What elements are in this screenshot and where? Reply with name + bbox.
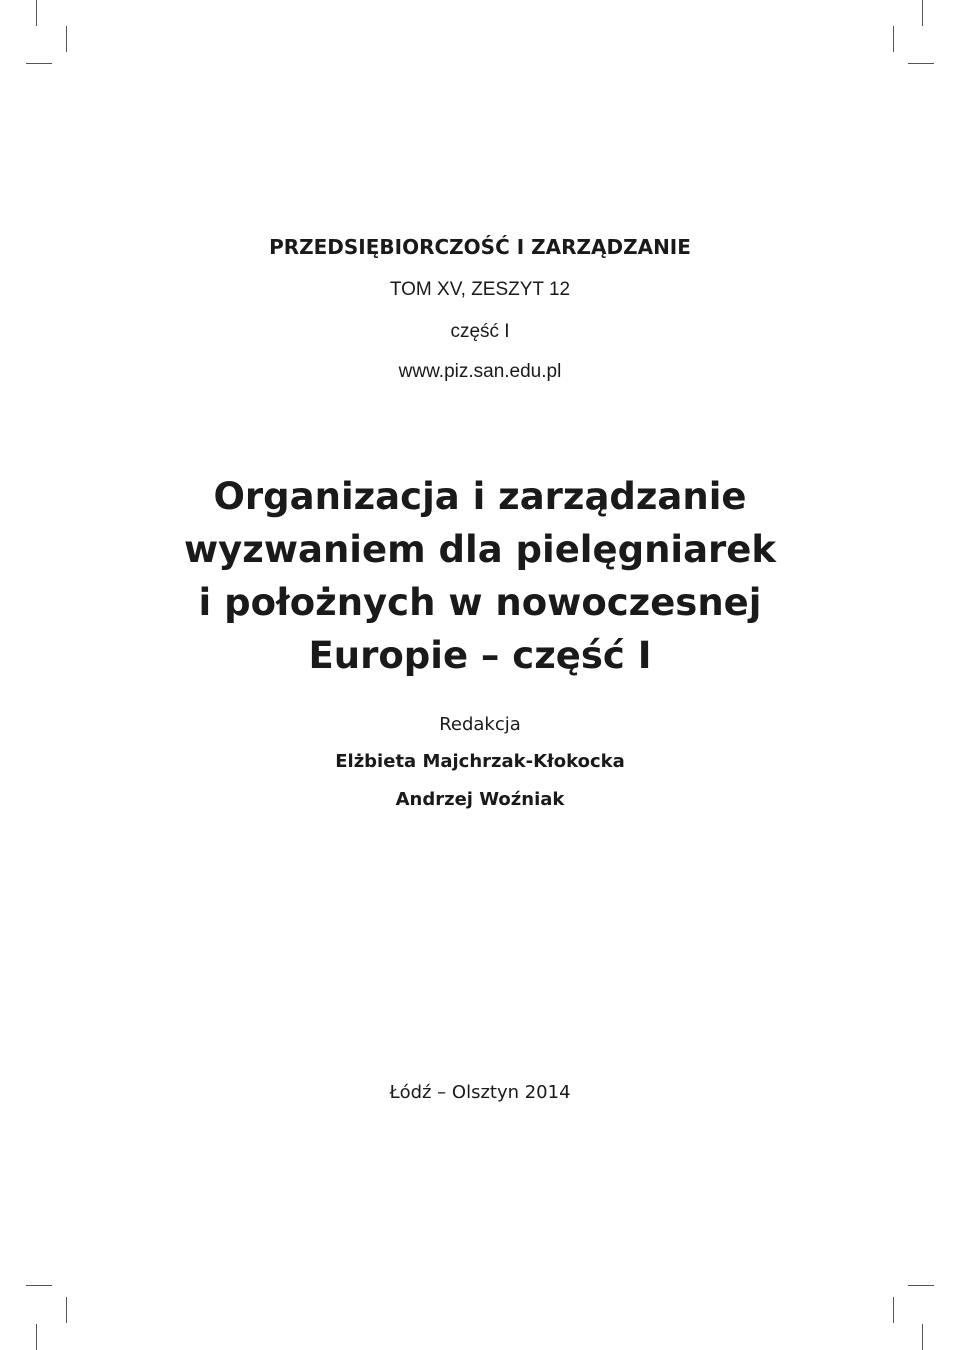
crop-mark-top-left-outer — [36, 0, 37, 26]
series-url: www.piz.san.edu.pl — [398, 361, 562, 382]
crop-mark-top-right-outer — [922, 0, 923, 26]
book-title-line: wyzwaniem dla pielęgniarek — [183, 528, 777, 571]
editors-label: Redakcja — [439, 714, 521, 735]
book-title-line: Organizacja i zarządzanie — [213, 475, 747, 518]
crop-mark-top-right-inner — [893, 26, 894, 52]
series-volume: TOM XV, ZESZYT 12 — [389, 279, 571, 300]
crop-mark-bottom-right-outer — [922, 1324, 923, 1350]
crop-mark-bottom-left-horizontal — [26, 1285, 52, 1286]
crop-mark-bottom-left-outer — [36, 1324, 37, 1350]
series-part: część I — [450, 321, 510, 342]
crop-mark-top-right-horizontal — [908, 63, 934, 64]
series-title: PRZEDSIĘBIORCZOŚĆ I ZARZĄDZANIE — [269, 235, 691, 259]
imprint: Łódź – Olsztyn 2014 — [389, 1082, 571, 1103]
book-title-line: Europie – część I — [308, 634, 652, 677]
editor-name: Andrzej Woźniak — [395, 789, 565, 810]
editor-name: Elżbieta Majchrzak-Kłokocka — [335, 751, 625, 772]
crop-mark-bottom-right-horizontal — [908, 1285, 934, 1286]
crop-mark-top-left-horizontal — [26, 63, 52, 64]
crop-mark-top-left-inner — [66, 26, 67, 52]
crop-mark-bottom-left-inner — [66, 1297, 67, 1323]
book-title-line: i położnych w nowoczesnej — [198, 581, 762, 624]
book-title — [0, 470, 960, 682]
crop-mark-bottom-right-inner — [893, 1297, 894, 1323]
